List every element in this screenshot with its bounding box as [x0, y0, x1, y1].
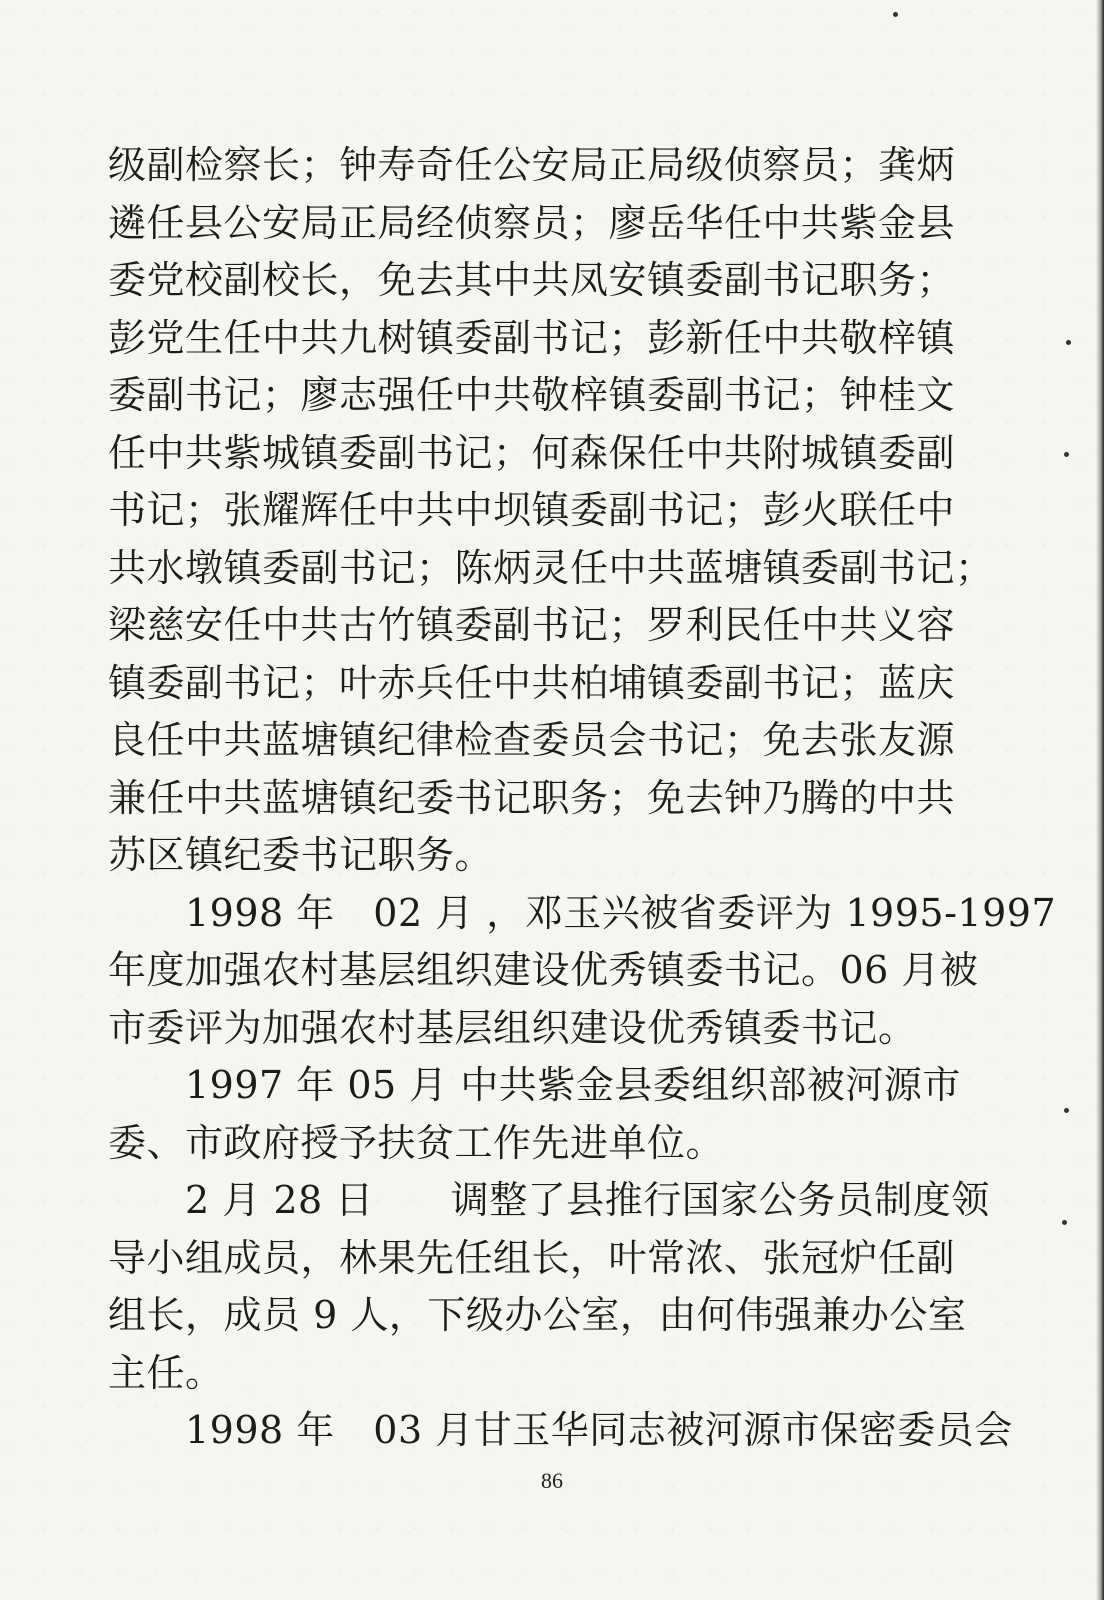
text-line: 镇委副书记；叶赤兵任中共柏埔镇委副书记；蓝庆 — [108, 660, 956, 705]
text-line: 组长，成员 9 人，下级办公室，由何伟强兼办公室 — [108, 1293, 967, 1337]
text-line: 苏区镇纪委书记职务。 — [108, 833, 494, 877]
text-line: 任中共紫城镇委副书记；何森保任中共附城镇委副 — [108, 430, 956, 475]
text-line: 导小组成员，林果先任组长，叶常浓、张冠炉任副 — [108, 1235, 956, 1280]
text-line: 梁慈安任中共古竹镇委副书记；罗利民任中共义容 — [108, 603, 956, 647]
scan-speck — [1066, 340, 1071, 345]
text-line: 共水墩镇委副书记；陈炳灵任中共蓝塘镇委副书记； — [108, 545, 994, 590]
scan-speck — [1064, 1108, 1069, 1113]
text-line: 主任。 — [108, 1350, 224, 1395]
text-line: 2 月 28 日 调整了县推行国家公务员制度领 — [108, 1178, 990, 1222]
text-line: 良任中共蓝塘镇纪律检查委员会书记；免去张友源 — [108, 718, 956, 762]
body-text — [108, 137, 1057, 1460]
page-number: 86 — [541, 1468, 563, 1493]
text-line: 书记；张耀辉任中共中坝镇委副书记；彭火联任中 — [108, 488, 956, 532]
text-line: 市委评为加强农村基层组织建设优秀镇委书记。 — [108, 1005, 917, 1050]
text-line: 级副检察长；钟寿奇任公安局正局级侦察员；龚炳 — [108, 143, 956, 187]
text-line: 委、市政府授予扶贫工作先进单位。 — [108, 1120, 725, 1165]
text-line: 1997 年 05 月 中共紫金县委组织部被河源市 — [108, 1063, 961, 1107]
scan-speck — [1062, 1220, 1067, 1225]
text-line: 1998 年 02 月 ，邓玉兴被省委评为 1995-1997 — [108, 890, 1057, 935]
scan-speck — [1064, 452, 1069, 457]
scan-edge-shadow — [1096, 0, 1104, 1600]
scan-speck — [893, 12, 898, 17]
text-line: 委党校副校长，免去其中共凤安镇委副书记职务； — [108, 258, 956, 302]
text-line: 彭党生任中共九树镇委副书记；彭新任中共敬梓镇 — [108, 315, 956, 360]
text-line: 年度加强农村基层组织建设优秀镇委书记。06 月被 — [108, 948, 979, 992]
text-line: 1998 年 03 月甘玉华同志被河源市保密委员会 — [108, 1408, 1013, 1452]
text-line: 兼任中共蓝塘镇纪委书记职务；免去钟乃腾的中共 — [108, 775, 956, 820]
text-line: 委副书记；廖志强任中共敬梓镇委副书记；钟桂文 — [108, 373, 956, 417]
text-line: 遴任县公安局正局经侦察员；廖岳华任中共紫金县 — [108, 200, 956, 245]
